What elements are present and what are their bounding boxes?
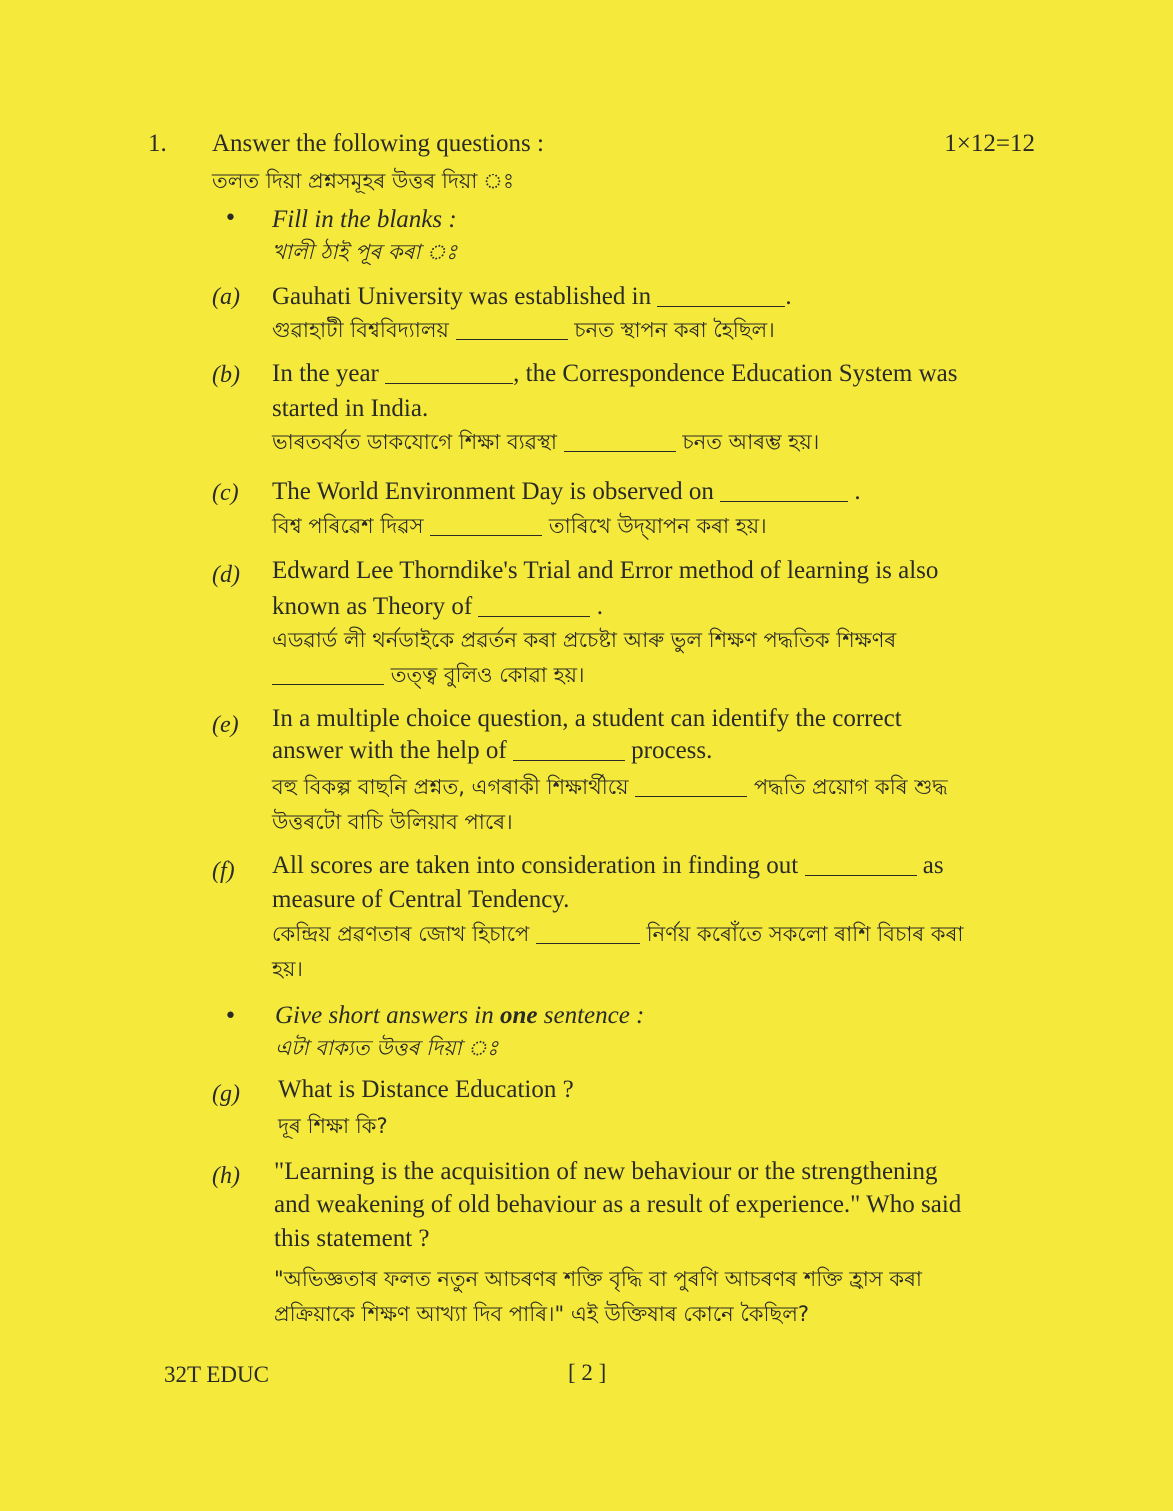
answer-blank bbox=[720, 476, 848, 502]
answer-blank bbox=[456, 318, 568, 340]
footer-page-number: [ 2 ] bbox=[568, 1360, 607, 1385]
item-label-e: (e) bbox=[212, 712, 239, 738]
item-d-text-bn-line2: তত্ত্ব বুলিও কোৱা হয়। bbox=[272, 659, 585, 692]
answer-blank bbox=[635, 775, 747, 797]
answer-blank bbox=[805, 850, 917, 876]
item-f-text-line2: measure of Central Tendency. bbox=[272, 886, 570, 913]
item-label-g: (g) bbox=[212, 1081, 240, 1107]
item-e-text-bn-line2: উত্তৰটো বাচি উলিয়াব পাৰে। bbox=[272, 810, 513, 834]
footer-course-code: 32T EDUC bbox=[164, 1362, 269, 1387]
answer-blank bbox=[657, 281, 785, 307]
answer-blank bbox=[272, 663, 384, 685]
question-number: 1. bbox=[148, 130, 167, 157]
section-title-short-answers: Give short answers in one sentence : bbox=[275, 1002, 645, 1029]
answer-blank bbox=[513, 735, 625, 761]
item-label-f: (f) bbox=[212, 858, 235, 884]
item-label-d: (d) bbox=[212, 562, 240, 588]
section-title-short-answers-bn: এটা বাক্যত উত্তৰ দিয়া ঃ bbox=[275, 1036, 499, 1060]
item-h-text-bn-line2: প্ৰক্ৰিয়াকে শিক্ষণ আখ্যা দিব পাৰি।" এই উক্তিষাৰ কোনে কৈছিল? bbox=[274, 1302, 810, 1326]
section-bullet: • bbox=[224, 206, 237, 231]
item-g-text: What is Distance Education ? bbox=[278, 1076, 574, 1103]
item-d-text: Edward Lee Thorndike's Trial and Error method of learning is also bbox=[272, 557, 939, 584]
item-d-text-line2: known as Theory of . bbox=[272, 593, 603, 620]
question-title-bn: তলত দিয়া প্ৰশ্নসমূহৰ উত্তৰ দিয়া ঃ bbox=[212, 169, 515, 193]
answer-blank bbox=[536, 922, 640, 944]
item-h-text-line2: and weakening of old behaviour as a result of experience." Who said bbox=[274, 1191, 962, 1218]
question-marks: 1×12=12 bbox=[944, 130, 1035, 157]
item-h-text: "Learning is the acquisition of new behaviour or the strengthening bbox=[274, 1158, 938, 1185]
section-bullet: • bbox=[224, 1004, 237, 1029]
item-f-text: All scores are taken into consideration in finding out as bbox=[272, 852, 944, 879]
item-e-text-line2: answer with the help of process. bbox=[272, 737, 713, 764]
item-h-text-line3: this statement ? bbox=[274, 1225, 430, 1252]
item-label-h: (h) bbox=[212, 1163, 240, 1189]
item-f-text-bn: কেন্দ্ৰিয় প্ৰৱণতাৰ জোখ হিচাপে নিৰ্ণয় কৰোঁতে সকলো ৰাশি বিচাৰ কৰা bbox=[272, 922, 964, 946]
item-e-text-bn: বহু বিকল্প বাছনি প্ৰশ্নত, এগৰাকী শিক্ষাৰ্থীয়ে পদ্ধতি প্ৰয়োগ কৰি শুদ্ধ bbox=[272, 775, 948, 799]
item-c-text-bn: বিশ্ব পৰিৱেশ দিৱস তাৰিখে উদ্‌যাপন কৰা হয়। bbox=[272, 514, 767, 538]
item-b-text-bn: ভাৰতবৰ্ষত ডাকযোগে শিক্ষা ব্যৱস্থা চনত আৰম্ভ হয়। bbox=[272, 430, 820, 454]
item-b-text: In the year , the Correspondence Education System was bbox=[272, 360, 958, 387]
item-a-text-bn: গুৱাহাটী বিশ্ববিদ্যালয় চনত স্থাপন কৰা হৈছিল। bbox=[272, 318, 775, 342]
item-label-b: (b) bbox=[212, 362, 240, 388]
question-title: Answer the following questions : bbox=[212, 130, 544, 157]
item-g-text-bn: দূৰ শিক্ষা কি? bbox=[278, 1114, 388, 1138]
section-title-fill-blanks: Fill in the blanks : bbox=[272, 206, 457, 233]
item-c-text: The World Environment Day is observed on . bbox=[272, 478, 861, 505]
item-b-text-line2: started in India. bbox=[272, 395, 429, 422]
answer-blank bbox=[478, 591, 590, 617]
answer-blank bbox=[430, 514, 542, 536]
item-label-a: (a) bbox=[212, 284, 240, 310]
item-e-text: In a multiple choice question, a student can identify the correct bbox=[272, 705, 902, 732]
item-label-c: (c) bbox=[212, 480, 239, 506]
answer-blank bbox=[564, 430, 676, 452]
section-title-fill-blanks-bn: খালী ঠাই পূৰ কৰা ঃ bbox=[272, 240, 458, 264]
item-h-text-bn: "অভিজ্ঞতাৰ ফলত নতুন আচৰণৰ শক্তি বৃদ্ধি বা পুৰণি আচৰণৰ শক্তি হ্ৰাস কৰা bbox=[274, 1267, 922, 1291]
answer-blank bbox=[385, 358, 513, 384]
item-a-text: Gauhati University was established in . bbox=[272, 283, 792, 310]
item-f-text-bn-line2: হয়। bbox=[272, 957, 303, 981]
item-d-text-bn: এডৱাৰ্ড লী থৰ্নডাইকে প্ৰৱৰ্তন কৰা প্ৰচেষ্টা আৰু ভুল শিক্ষণ পদ্ধতিক শিক্ষণৰ bbox=[272, 628, 897, 652]
